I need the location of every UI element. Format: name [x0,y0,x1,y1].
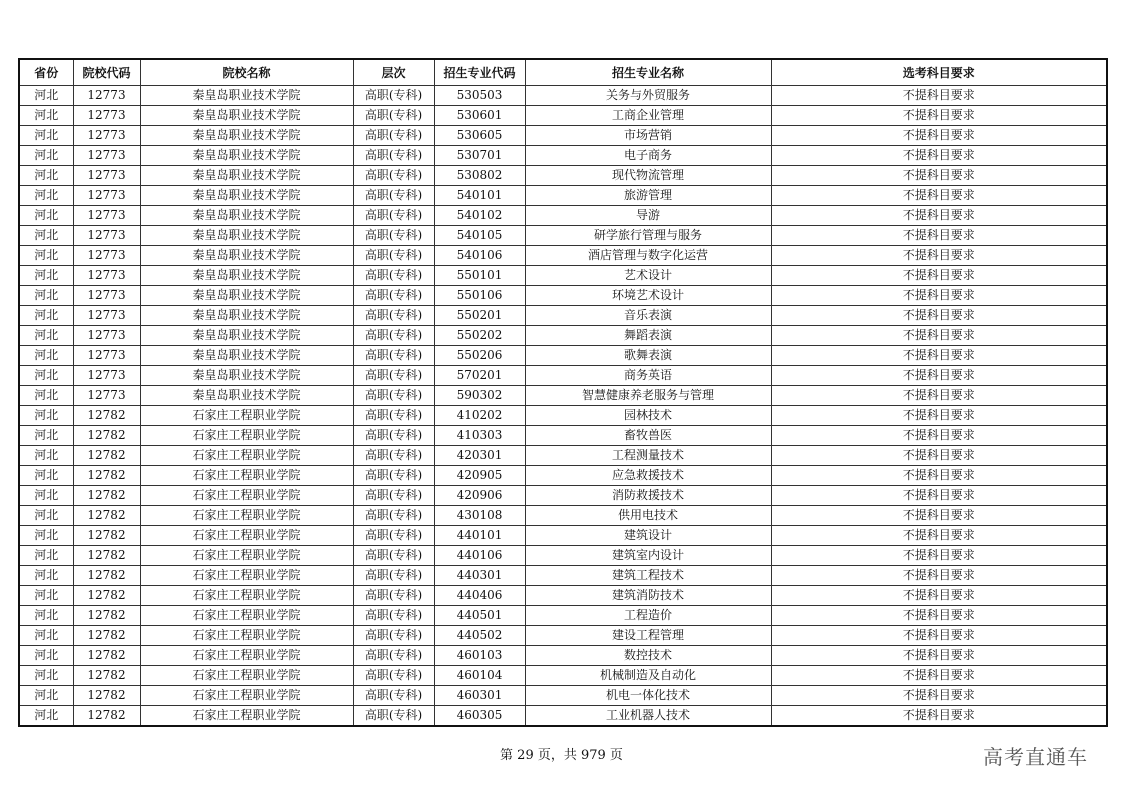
cell-major-name: 工程测量技术 [525,446,771,466]
cell-school-name: 石家庄工程职业学院 [140,686,353,706]
cell-subject-requirement: 不提科目要求 [771,526,1107,546]
table-row [19,206,1107,226]
table-row [19,546,1107,566]
cell-level: 高职(专科) [353,666,434,686]
cell-school-code: 12782 [73,566,140,586]
cell-major-name: 建筑消防技术 [525,586,771,606]
cell-major-name: 音乐表演 [525,306,771,326]
cell-level: 高职(专科) [353,306,434,326]
page-number: 第 29 页，共 979 页 [500,748,623,763]
cell-major-code: 540105 [434,226,525,246]
cell-province: 河北 [19,386,73,406]
table-row [19,566,1107,586]
cell-province: 河北 [19,646,73,666]
cell-major-name: 消防救援技术 [525,486,771,506]
cell-level: 高职(专科) [353,206,434,226]
cell-subject-requirement: 不提科目要求 [771,206,1107,226]
cell-major-name: 市场营销 [525,126,771,146]
cell-province: 河北 [19,306,73,326]
cell-province: 河北 [19,486,73,506]
cell-subject-requirement: 不提科目要求 [771,406,1107,426]
table-header-row [19,59,1107,86]
cell-province: 河北 [19,626,73,646]
cell-major-code: 550101 [434,266,525,286]
cell-subject-requirement: 不提科目要求 [771,246,1107,266]
cell-school-code: 12773 [73,386,140,406]
cell-school-code: 12782 [73,606,140,626]
table-row [19,286,1107,306]
cell-level: 高职(专科) [353,646,434,666]
cell-level: 高职(专科) [353,346,434,366]
cell-subject-requirement: 不提科目要求 [771,186,1107,206]
cell-subject-requirement: 不提科目要求 [771,706,1107,727]
cell-school-name: 秦皇岛职业技术学院 [140,386,353,406]
cell-subject-requirement: 不提科目要求 [771,86,1107,106]
cell-school-name: 石家庄工程职业学院 [140,426,353,446]
cell-school-code: 12773 [73,226,140,246]
cell-major-code: 590302 [434,386,525,406]
cell-school-code: 12773 [73,186,140,206]
cell-major-name: 数控技术 [525,646,771,666]
table-row [19,366,1107,386]
cell-school-name: 秦皇岛职业技术学院 [140,186,353,206]
table-row [19,426,1107,446]
cell-major-name: 建筑工程技术 [525,566,771,586]
header-level: 层次 [353,59,434,86]
cell-major-code: 550106 [434,286,525,306]
cell-school-name: 秦皇岛职业技术学院 [140,286,353,306]
cell-level: 高职(专科) [353,146,434,166]
cell-school-code: 12773 [73,286,140,306]
cell-school-name: 秦皇岛职业技术学院 [140,86,353,106]
cell-school-code: 12773 [73,166,140,186]
cell-subject-requirement: 不提科目要求 [771,326,1107,346]
cell-subject-requirement: 不提科目要求 [771,286,1107,306]
cell-subject-requirement: 不提科目要求 [771,506,1107,526]
cell-level: 高职(专科) [353,406,434,426]
cell-school-name: 秦皇岛职业技术学院 [140,246,353,266]
cell-subject-requirement: 不提科目要求 [771,626,1107,646]
cell-province: 河北 [19,206,73,226]
cell-province: 河北 [19,586,73,606]
table-row [19,406,1107,426]
cell-province: 河北 [19,166,73,186]
table-row [19,166,1107,186]
cell-level: 高职(专科) [353,426,434,446]
cell-level: 高职(专科) [353,486,434,506]
cell-province: 河北 [19,506,73,526]
cell-major-code: 420301 [434,446,525,466]
cell-school-code: 12782 [73,426,140,446]
header-school-name: 院校名称 [140,59,353,86]
cell-province: 河北 [19,406,73,426]
cell-level: 高职(专科) [353,186,434,206]
cell-subject-requirement: 不提科目要求 [771,606,1107,626]
cell-school-name: 秦皇岛职业技术学院 [140,106,353,126]
cell-major-name: 机械制造及自动化 [525,666,771,686]
cell-level: 高职(专科) [353,166,434,186]
cell-level: 高职(专科) [353,246,434,266]
cell-subject-requirement: 不提科目要求 [771,426,1107,446]
cell-subject-requirement: 不提科目要求 [771,446,1107,466]
cell-major-code: 430108 [434,506,525,526]
cell-school-code: 12773 [73,206,140,226]
cell-major-name: 智慧健康养老服务与管理 [525,386,771,406]
cell-subject-requirement: 不提科目要求 [771,126,1107,146]
cell-school-code: 12782 [73,626,140,646]
cell-major-name: 工程造价 [525,606,771,626]
cell-major-name: 关务与外贸服务 [525,86,771,106]
cell-province: 河北 [19,106,73,126]
cell-school-name: 石家庄工程职业学院 [140,586,353,606]
cell-school-code: 12773 [73,306,140,326]
cell-major-code: 440101 [434,526,525,546]
cell-subject-requirement: 不提科目要求 [771,566,1107,586]
cell-school-code: 12773 [73,146,140,166]
cell-school-code: 12773 [73,126,140,146]
cell-level: 高职(专科) [353,126,434,146]
table-row [19,86,1107,106]
table-row [19,486,1107,506]
cell-level: 高职(专科) [353,546,434,566]
cell-major-code: 460104 [434,666,525,686]
cell-school-code: 12782 [73,526,140,546]
cell-level: 高职(专科) [353,606,434,626]
cell-province: 河北 [19,606,73,626]
cell-major-name: 酒店管理与数字化运营 [525,246,771,266]
cell-level: 高职(专科) [353,266,434,286]
cell-major-code: 530802 [434,166,525,186]
cell-subject-requirement: 不提科目要求 [771,586,1107,606]
cell-school-name: 石家庄工程职业学院 [140,646,353,666]
table-row [19,466,1107,486]
cell-province: 河北 [19,466,73,486]
cell-major-name: 机电一体化技术 [525,686,771,706]
cell-major-code: 440301 [434,566,525,586]
cell-major-name: 建筑室内设计 [525,546,771,566]
cell-school-name: 秦皇岛职业技术学院 [140,366,353,386]
cell-province: 河北 [19,146,73,166]
cell-major-name: 商务英语 [525,366,771,386]
cell-major-code: 410303 [434,426,525,446]
table-row [19,306,1107,326]
table-row [19,626,1107,646]
table-row [19,246,1107,266]
cell-subject-requirement: 不提科目要求 [771,646,1107,666]
table-row [19,586,1107,606]
table-row [19,186,1107,206]
admission-table [18,58,1108,727]
table-row [19,266,1107,286]
cell-subject-requirement: 不提科目要求 [771,166,1107,186]
cell-level: 高职(专科) [353,686,434,706]
cell-major-code: 540102 [434,206,525,226]
cell-major-code: 550206 [434,346,525,366]
cell-level: 高职(专科) [353,506,434,526]
cell-province: 河北 [19,446,73,466]
cell-major-code: 440406 [434,586,525,606]
cell-major-code: 530601 [434,106,525,126]
table-row [19,686,1107,706]
cell-major-code: 460305 [434,706,525,727]
cell-province: 河北 [19,666,73,686]
cell-level: 高职(专科) [353,366,434,386]
cell-subject-requirement: 不提科目要求 [771,546,1107,566]
cell-school-code: 12782 [73,546,140,566]
cell-school-code: 12782 [73,466,140,486]
cell-province: 河北 [19,426,73,446]
cell-major-code: 530701 [434,146,525,166]
cell-school-code: 12782 [73,406,140,426]
table-row [19,706,1107,727]
cell-level: 高职(专科) [353,386,434,406]
cell-major-code: 570201 [434,366,525,386]
cell-school-name: 石家庄工程职业学院 [140,546,353,566]
cell-major-name: 电子商务 [525,146,771,166]
cell-major-code: 460103 [434,646,525,666]
header-school-code: 院校代码 [73,59,140,86]
cell-school-name: 秦皇岛职业技术学院 [140,326,353,346]
table-row [19,666,1107,686]
header-major-code: 招生专业代码 [434,59,525,86]
header-major-name: 招生专业名称 [525,59,771,86]
cell-major-code: 440106 [434,546,525,566]
cell-subject-requirement: 不提科目要求 [771,226,1107,246]
cell-school-code: 12782 [73,686,140,706]
cell-major-code: 530605 [434,126,525,146]
cell-major-name: 园林技术 [525,406,771,426]
cell-school-name: 石家庄工程职业学院 [140,526,353,546]
cell-school-code: 12782 [73,706,140,727]
cell-province: 河北 [19,186,73,206]
cell-level: 高职(专科) [353,86,434,106]
cell-school-name: 秦皇岛职业技术学院 [140,266,353,286]
cell-province: 河北 [19,286,73,306]
table-row [19,106,1107,126]
cell-major-name: 工商企业管理 [525,106,771,126]
cell-level: 高职(专科) [353,106,434,126]
cell-school-name: 秦皇岛职业技术学院 [140,146,353,166]
cell-major-code: 540106 [434,246,525,266]
cell-subject-requirement: 不提科目要求 [771,466,1107,486]
cell-major-code: 550201 [434,306,525,326]
cell-subject-requirement: 不提科目要求 [771,266,1107,286]
cell-major-name: 供用电技术 [525,506,771,526]
table-row [19,146,1107,166]
cell-school-code: 12782 [73,486,140,506]
cell-major-name: 舞蹈表演 [525,326,771,346]
cell-province: 河北 [19,526,73,546]
cell-school-name: 石家庄工程职业学院 [140,406,353,426]
cell-subject-requirement: 不提科目要求 [771,106,1107,126]
cell-level: 高职(专科) [353,706,434,727]
cell-school-name: 秦皇岛职业技术学院 [140,126,353,146]
cell-major-name: 建设工程管理 [525,626,771,646]
cell-level: 高职(专科) [353,226,434,246]
table-row [19,126,1107,146]
cell-school-code: 12773 [73,86,140,106]
cell-province: 河北 [19,226,73,246]
cell-school-name: 石家庄工程职业学院 [140,466,353,486]
cell-school-name: 石家庄工程职业学院 [140,606,353,626]
cell-school-name: 秦皇岛职业技术学院 [140,166,353,186]
cell-subject-requirement: 不提科目要求 [771,306,1107,326]
cell-subject-requirement: 不提科目要求 [771,386,1107,406]
cell-level: 高职(专科) [353,286,434,306]
cell-province: 河北 [19,686,73,706]
cell-school-code: 12773 [73,326,140,346]
cell-level: 高职(专科) [353,626,434,646]
cell-major-name: 导游 [525,206,771,226]
cell-province: 河北 [19,266,73,286]
cell-province: 河北 [19,566,73,586]
cell-major-name: 旅游管理 [525,186,771,206]
cell-school-code: 12782 [73,646,140,666]
cell-province: 河北 [19,126,73,146]
cell-subject-requirement: 不提科目要求 [771,146,1107,166]
header-province: 省份 [19,59,73,86]
cell-major-code: 530503 [434,86,525,106]
cell-major-name: 艺术设计 [525,266,771,286]
cell-major-code: 440502 [434,626,525,646]
cell-major-code: 420906 [434,486,525,506]
cell-major-code: 410202 [434,406,525,426]
table-row [19,506,1107,526]
cell-subject-requirement: 不提科目要求 [771,666,1107,686]
cell-province: 河北 [19,706,73,727]
cell-major-name: 歌舞表演 [525,346,771,366]
cell-school-name: 秦皇岛职业技术学院 [140,226,353,246]
cell-school-name: 石家庄工程职业学院 [140,666,353,686]
cell-major-name: 建筑设计 [525,526,771,546]
cell-school-code: 12773 [73,366,140,386]
cell-level: 高职(专科) [353,466,434,486]
cell-school-code: 12782 [73,586,140,606]
header-subject-requirement: 选考科目要求 [771,59,1107,86]
cell-school-name: 石家庄工程职业学院 [140,486,353,506]
cell-province: 河北 [19,86,73,106]
cell-major-name: 现代物流管理 [525,166,771,186]
cell-school-code: 12782 [73,666,140,686]
table-row [19,526,1107,546]
cell-level: 高职(专科) [353,326,434,346]
table-row [19,646,1107,666]
cell-school-code: 12773 [73,346,140,366]
cell-school-name: 秦皇岛职业技术学院 [140,206,353,226]
table-row [19,346,1107,366]
cell-major-name: 应急救援技术 [525,466,771,486]
cell-major-code: 460301 [434,686,525,706]
cell-province: 河北 [19,246,73,266]
cell-major-name: 畜牧兽医 [525,426,771,446]
cell-school-code: 12773 [73,266,140,286]
cell-major-name: 工业机器人技术 [525,706,771,727]
cell-major-code: 540101 [434,186,525,206]
cell-level: 高职(专科) [353,566,434,586]
cell-province: 河北 [19,346,73,366]
table-row [19,446,1107,466]
cell-major-name: 研学旅行管理与服务 [525,226,771,246]
cell-subject-requirement: 不提科目要求 [771,346,1107,366]
table-body [19,86,1107,727]
cell-school-name: 石家庄工程职业学院 [140,446,353,466]
cell-school-name: 石家庄工程职业学院 [140,626,353,646]
cell-school-name: 石家庄工程职业学院 [140,566,353,586]
cell-major-name: 环境艺术设计 [525,286,771,306]
cell-province: 河北 [19,546,73,566]
cell-school-name: 石家庄工程职业学院 [140,506,353,526]
cell-school-code: 12773 [73,106,140,126]
cell-level: 高职(专科) [353,446,434,466]
watermark-logo-text: 高考直通车 [983,745,1088,769]
cell-level: 高职(专科) [353,586,434,606]
cell-school-code: 12773 [73,246,140,266]
table-row [19,606,1107,626]
cell-major-code: 420905 [434,466,525,486]
cell-school-name: 秦皇岛职业技术学院 [140,346,353,366]
cell-subject-requirement: 不提科目要求 [771,486,1107,506]
table-row [19,326,1107,346]
cell-subject-requirement: 不提科目要求 [771,366,1107,386]
cell-level: 高职(专科) [353,526,434,546]
cell-school-name: 秦皇岛职业技术学院 [140,306,353,326]
cell-school-code: 12782 [73,506,140,526]
cell-school-code: 12782 [73,446,140,466]
table-row [19,386,1107,406]
cell-major-code: 550202 [434,326,525,346]
cell-major-code: 440501 [434,606,525,626]
table-row [19,226,1107,246]
cell-province: 河北 [19,366,73,386]
cell-school-name: 石家庄工程职业学院 [140,706,353,727]
cell-subject-requirement: 不提科目要求 [771,686,1107,706]
cell-province: 河北 [19,326,73,346]
